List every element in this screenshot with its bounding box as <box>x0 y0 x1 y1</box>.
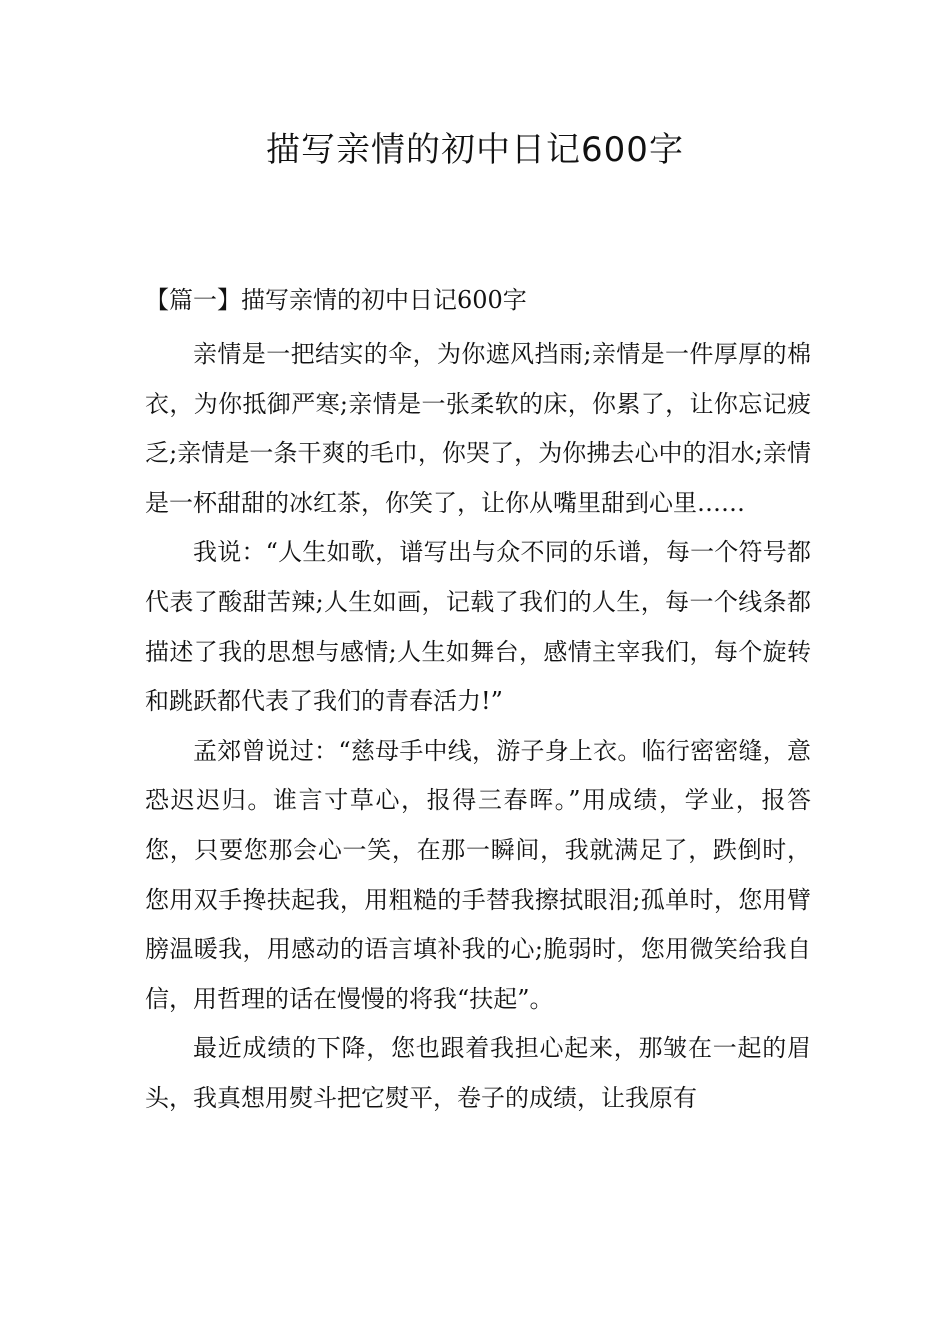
paragraph-2: 我说：“人生如歌，谱写出与众不同的乐谱，每一个符号都代表了酸甜苦辣;人生如画，记载了我们的人生，每一个线条都描述了我的思想与感情;人生如舞台，感情主宰我们，每个旋转和跳跃都代表了我们的青春活力!” <box>145 538 811 716</box>
paragraph-1: 亲情是一把结实的伞，为你遮风挡雨;亲情是一件厚厚的棉衣，为你抵御严寒;亲情是一张柔软的床，你累了，让你忘记疲乏;亲情是一条干爽的毛巾，你哭了，为你拂去心中的泪水;亲情是一杯甜甜的冰红茶，你笑了，让你从嘴里甜到心里…… <box>145 340 811 517</box>
paragraph-3: 孟郊曾说过：“慈母手中线，游子身上衣。临行密密缝，意恐迟迟归。谁言寸草心，报得三春晖。”用成绩，学业，报答您，只要您那会心一笑，在那一瞬间，我就满足了，跌倒时，您用双手搀扶起我，用粗糙的手替我擦拭眼泪;孤单时，您用臂膀温暖我，用感动的语言填补我的心;脆弱时，您用微笑给我自信，用哲理的话在慢慢的将我“扶起”。 <box>145 736 811 1013</box>
paragraph-4: 最近成绩的下降，您也跟着我担心起来，那皱在一起的眉头，我真想用熨斗把它熨平，卷子的成绩，让我原有 <box>145 1034 811 1112</box>
section-heading: 【篇一】描写亲情的初中日记600字 <box>145 286 527 314</box>
document-title: 描写亲情的初中日记600字 <box>266 130 684 170</box>
body-text <box>145 330 811 1124</box>
